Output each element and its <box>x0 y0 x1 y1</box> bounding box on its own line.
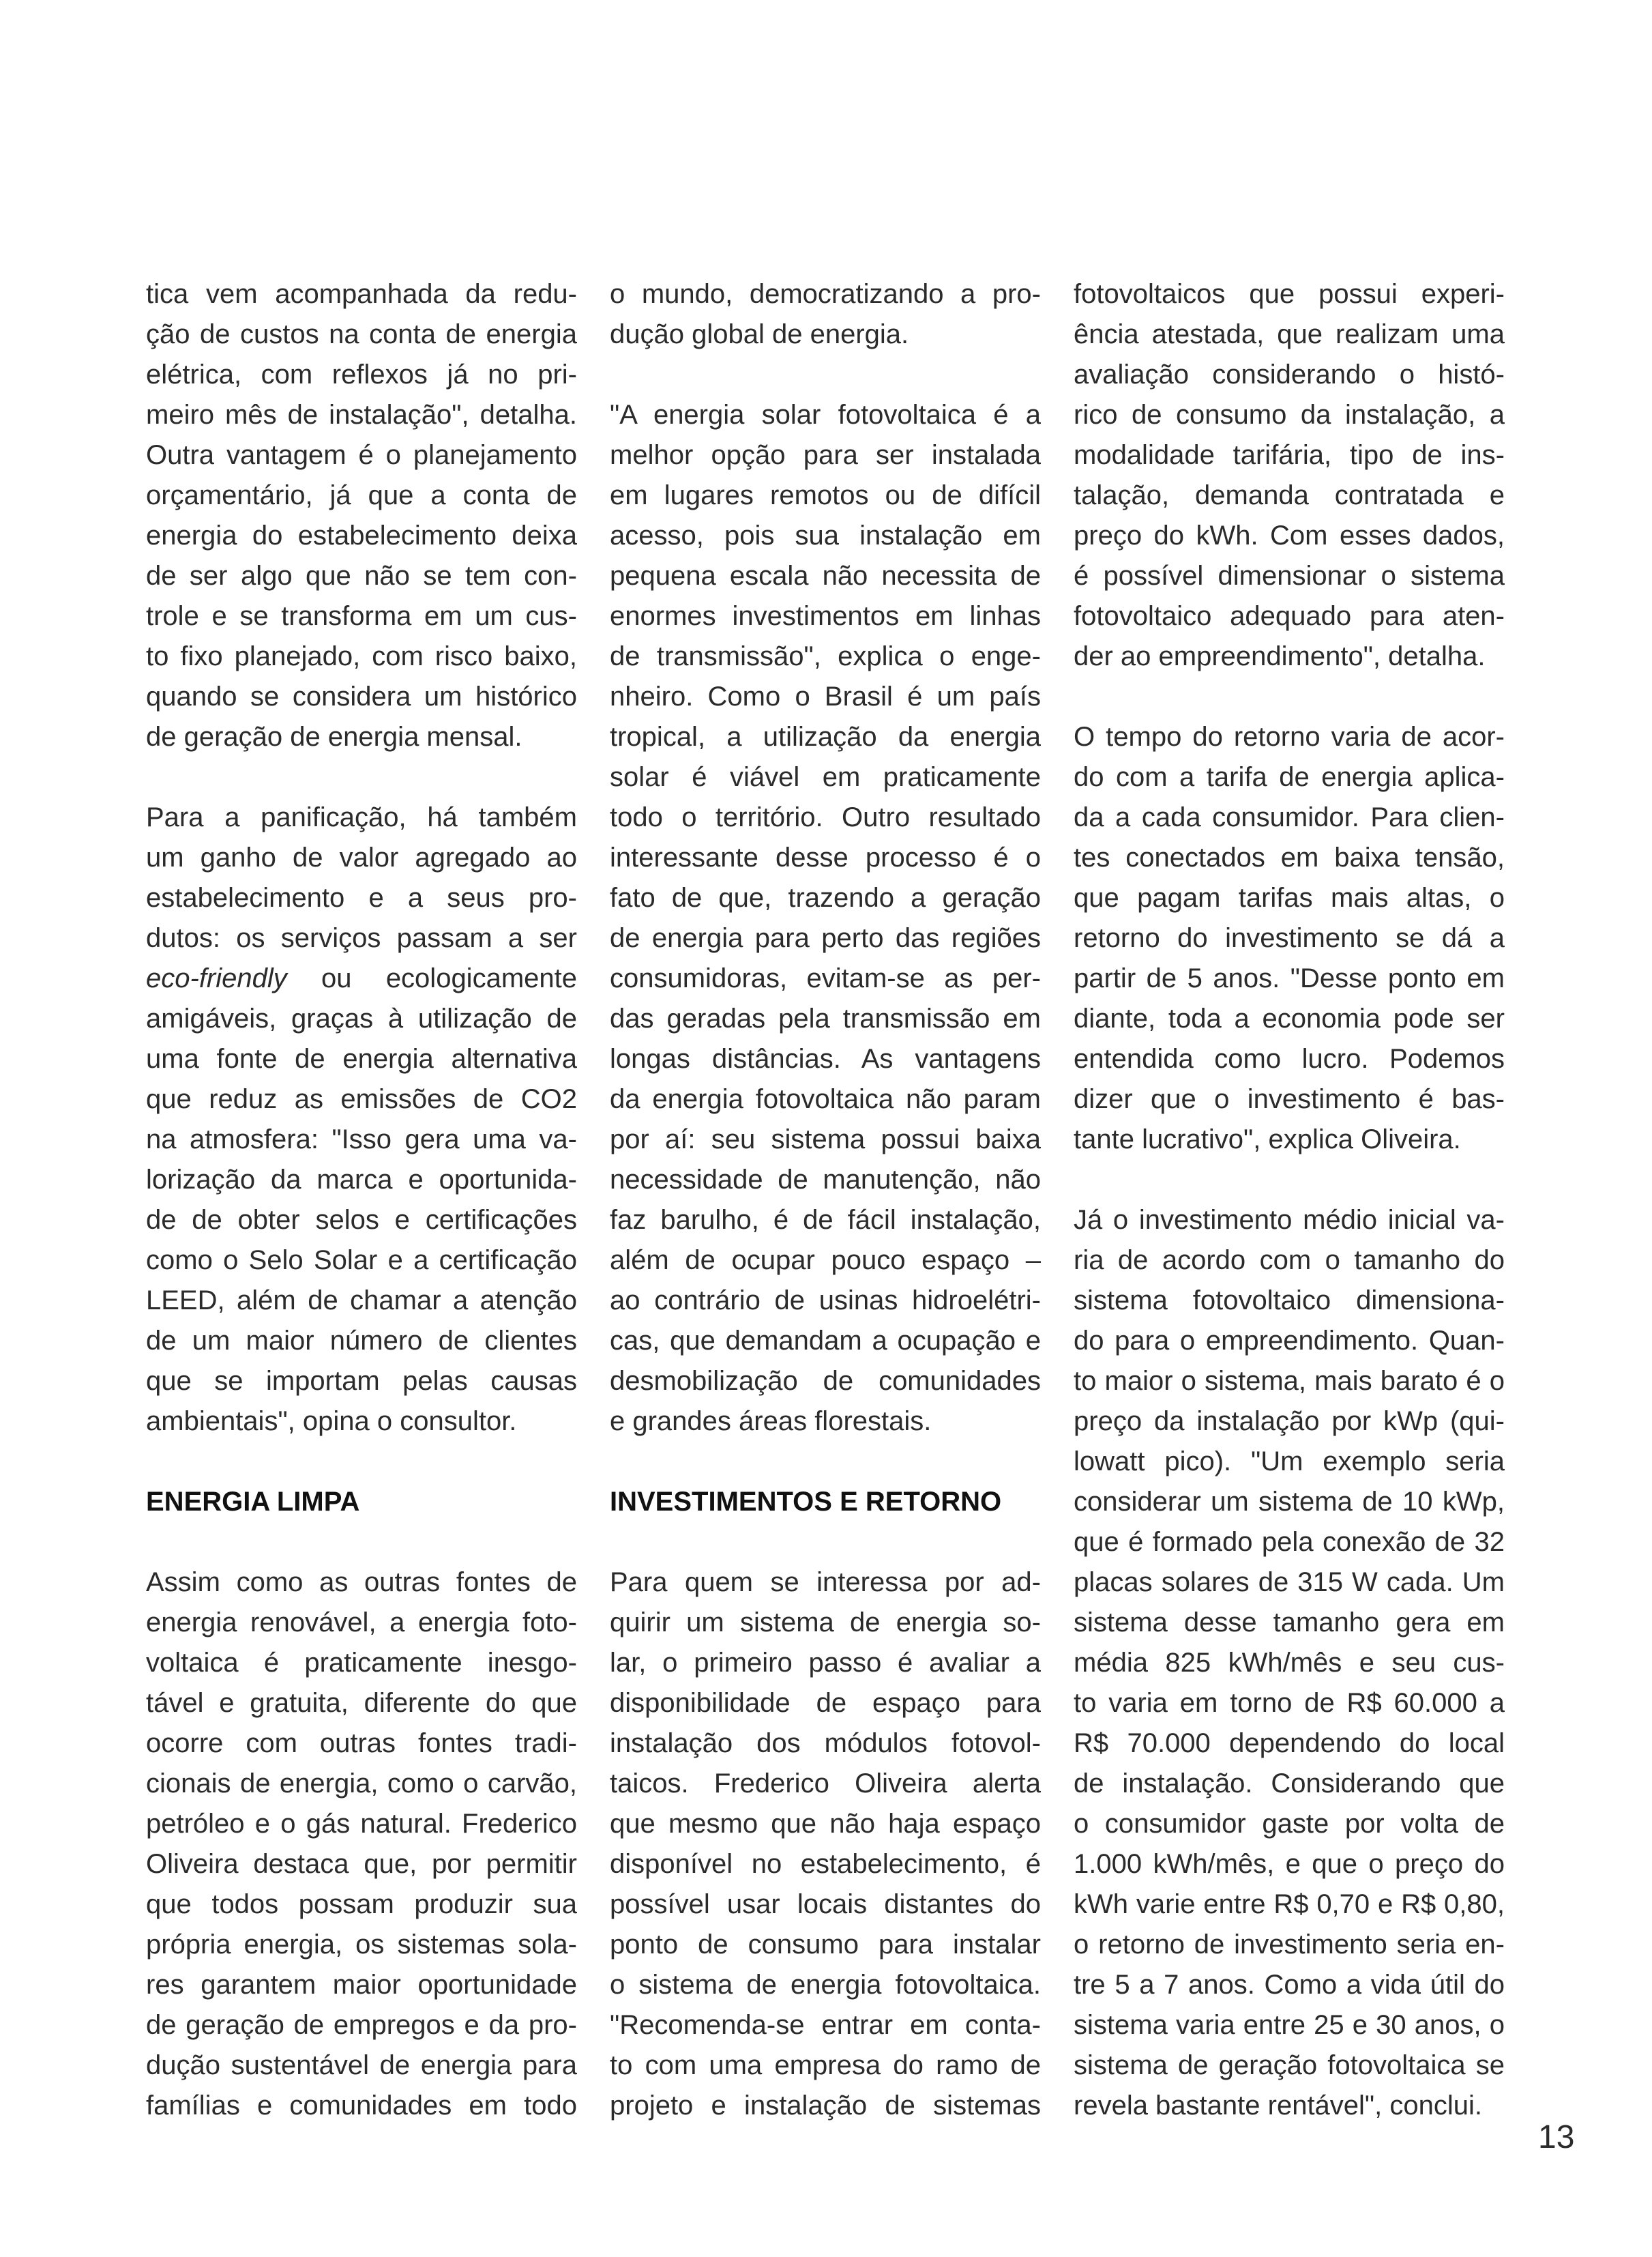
text-line: rico de consumo da instalação, a <box>1074 400 1505 430</box>
text-line: 1.000 kWh/mês, e que o preço do <box>1074 1849 1505 1879</box>
text-line: todo o território. Outro resultado <box>610 802 1041 832</box>
text-line: projeto e instalação de sistemas <box>610 2091 1041 2121</box>
text-line: é possível dimensionar o sistema <box>1074 561 1505 591</box>
text-line: tável e gratuita, diferente do que <box>146 1688 577 1718</box>
paragraph-spacer <box>1074 1160 1505 1200</box>
text-line: to fixo planejado, com risco baixo, <box>146 641 577 671</box>
text-line: Oliveira destaca que, por permitir <box>146 1849 577 1879</box>
text-line: O tempo do retorno varia de acor- <box>1074 722 1505 752</box>
text-line: possível usar locais distantes do <box>610 1889 1041 1919</box>
page-number: 13 <box>1538 2119 1575 2155</box>
text-line: de instalação. Considerando que <box>1074 1768 1505 1799</box>
text-line: sistema desse tamanho gera em <box>1074 1607 1505 1637</box>
text-line: tica vem acompanhada da redu- <box>146 279 577 309</box>
text-line: ria de acordo com o tamanho do <box>1074 1245 1505 1275</box>
text-line: energia renovável, a energia foto- <box>146 1607 577 1637</box>
text-line: ponto de consumo para instalar <box>610 1930 1041 1960</box>
text-line: que é formado pela conexão de 32 <box>1074 1527 1505 1557</box>
text-line: de ser algo que não se tem con- <box>146 561 577 591</box>
text-line: que todos possam produzir sua <box>146 1889 577 1919</box>
text-line: sistema varia entre 25 e 30 anos, o <box>1074 2010 1505 2040</box>
text-line: longas distâncias. As vantagens <box>610 1044 1041 1074</box>
text-line: por aí: seu sistema possui baixa <box>610 1124 1041 1154</box>
text-line: ambientais", opina o consultor. <box>146 1406 517 1436</box>
text-line: de geração de empregos e da pro- <box>146 2010 577 2040</box>
text-line: to varia em torno de R$ 60.000 a <box>1074 1688 1505 1718</box>
text-line: meiro mês de instalação", detalha. <box>146 400 577 430</box>
text-line: necessidade de manutenção, não <box>610 1165 1041 1195</box>
text-line: além de ocupar pouco espaço – <box>610 1245 1041 1275</box>
text-line: Para a panificação, há também <box>146 802 577 832</box>
text-line: retorno do investimento se dá a <box>1074 923 1505 953</box>
text-line: Já o investimento médio inicial va- <box>1074 1205 1505 1235</box>
text-line: pequena escala não necessita de <box>610 561 1041 591</box>
text-line: dução global de energia. <box>610 319 909 349</box>
text-line: solar é viável em praticamente <box>610 762 1041 792</box>
text-line: como o Selo Solar e a certificação <box>146 1245 577 1275</box>
text-line: "Recomenda-se entrar em conta- <box>610 2010 1041 2040</box>
text-line: estabelecimento e a seus pro- <box>146 883 577 913</box>
paragraph-spacer <box>610 1522 1041 1562</box>
text-column-2 <box>610 274 1041 2126</box>
text-line: de de obter selos e certificações <box>146 1205 577 1235</box>
text-line: avaliação considerando o histó- <box>1074 360 1505 390</box>
text-line: elétrica, com reflexos já no pri- <box>146 360 577 390</box>
section-heading: ENERGIA LIMPA <box>146 1487 360 1517</box>
text-line: considerar um sistema de 10 kWp, <box>1074 1487 1505 1517</box>
text-line: que reduz as emissões de CO2 <box>146 1084 577 1114</box>
text-line: dizer que o investimento é bas- <box>1074 1084 1505 1114</box>
text-line: lorização da marca e oportunida- <box>146 1165 577 1195</box>
text-line: dução sustentável de energia para <box>146 2050 577 2080</box>
text-line: na atmosfera: "Isso gera uma va- <box>146 1124 577 1154</box>
text-line: em lugares remotos ou de difícil <box>610 480 1041 510</box>
italic-term: eco-friendly <box>146 963 287 993</box>
text-line: o consumidor gaste por volta de <box>1074 1809 1505 1839</box>
text-line: que se importam pelas causas <box>146 1366 577 1396</box>
text-line: fato de que, trazendo a geração <box>610 883 1041 913</box>
text-line: de transmissão", explica o enge- <box>610 641 1041 671</box>
text-line: interessante desse processo é o <box>610 843 1041 873</box>
text-line: o retorno de investimento seria en- <box>1074 1930 1505 1960</box>
text-line: taicos. Frederico Oliveira alerta <box>610 1768 1041 1799</box>
text-line: fotovoltaicos que possui experi- <box>1074 279 1505 309</box>
text-line: trole e se transforma em um cus- <box>146 601 577 631</box>
text-line: dutos: os serviços passam a ser <box>146 923 577 953</box>
text-line: tes conectados em baixa tensão, <box>1074 843 1505 873</box>
paragraph-spacer <box>610 355 1041 395</box>
text-line: própria energia, os sistemas sola- <box>146 1930 577 1960</box>
text-line: entendida como lucro. Podemos <box>1074 1044 1505 1074</box>
text-line: quando se considera um histórico <box>146 682 577 712</box>
text-line: Outra vantagem é o planejamento <box>146 440 577 470</box>
text-line: LEED, além de chamar a atenção <box>146 1285 577 1315</box>
text-line: de energia para perto das regiões <box>610 923 1041 953</box>
text-line: tante lucrativo", explica Oliveira. <box>1074 1124 1461 1154</box>
text-line: eco-friendly ou ecologicamente <box>146 963 577 993</box>
text-line: disponibilidade de espaço para <box>610 1688 1041 1718</box>
text-line: to maior o sistema, mais barato é o <box>1074 1366 1505 1396</box>
text-line: das geradas pela transmissão em <box>610 1004 1041 1034</box>
text-line: do com a tarifa de energia aplica- <box>1074 762 1505 792</box>
text-line: de geração de energia mensal. <box>146 722 522 752</box>
text-line: Assim como as outras fontes de <box>146 1567 577 1597</box>
text-line: ao contrário de usinas hidroelétri- <box>610 1285 1041 1315</box>
text-line: de um maior número de clientes <box>146 1326 577 1356</box>
text-line: kWh varie entre R$ 0,70 e R$ 0,80, <box>1074 1889 1505 1919</box>
paragraph-spacer <box>610 1442 1041 1482</box>
text-line: faz barulho, é de fácil instalação, <box>610 1205 1041 1235</box>
text-line: talação, demanda contratada e <box>1074 480 1505 510</box>
text-line: consumidoras, evitam-se as per- <box>610 963 1041 993</box>
text-line: Para quem se interessa por ad- <box>610 1567 1041 1597</box>
text-line: placas solares de 315 W cada. Um <box>1074 1567 1505 1597</box>
paragraph-spacer <box>146 757 577 798</box>
text-line: disponível no estabelecimento, é <box>610 1849 1041 1879</box>
text-line: cionais de energia, como o carvão, <box>146 1768 577 1799</box>
paragraph-spacer <box>146 1442 577 1482</box>
text-line: revela bastante rentável", conclui. <box>1074 2091 1482 2121</box>
text-line: enormes investimentos em linhas <box>610 601 1041 631</box>
text-line: tre 5 a 7 anos. Como a vida útil do <box>1074 1970 1505 2000</box>
text-line: melhor opção para ser instalada <box>610 440 1041 470</box>
text-line: lowatt pico). "Um exemplo seria <box>1074 1446 1505 1476</box>
text-line: famílias e comunidades em todo <box>146 2091 577 2121</box>
text-column-1 <box>146 274 577 2126</box>
text-line: modalidade tarifária, tipo de ins- <box>1074 440 1505 470</box>
text-column-3 <box>1074 274 1505 2126</box>
text-line: sistema fotovoltaico dimensiona- <box>1074 1285 1505 1315</box>
text-line: nheiro. Como o Brasil é um país <box>610 682 1041 712</box>
text-line: amigáveis, graças à utilização de <box>146 1004 577 1034</box>
text-line: der ao empreendimento", detalha. <box>1074 641 1486 671</box>
text-line: res garantem maior oportunidade <box>146 1970 577 2000</box>
text-line: média 825 kWh/mês e seu cus- <box>1074 1648 1505 1678</box>
text-line: o sistema de energia fotovoltaica. <box>610 1970 1041 2000</box>
paragraph-spacer <box>146 1522 577 1562</box>
text-line: preço da instalação por kWp (qui- <box>1074 1406 1505 1436</box>
text-line: do para o empreendimento. Quan- <box>1074 1326 1505 1356</box>
text-line: tropical, a utilização da energia <box>610 722 1041 752</box>
text-line: R$ 70.000 dependendo do local <box>1074 1728 1505 1758</box>
text-line: ocorre com outras fontes tradi- <box>146 1728 577 1758</box>
text-line: ção de custos na conta de energia <box>146 319 577 349</box>
text-line: acesso, pois sua instalação em <box>610 521 1041 551</box>
text-line: que mesmo que não haja espaço <box>610 1809 1041 1839</box>
text-line: o mundo, democratizando a pro- <box>610 279 1041 309</box>
text-line: um ganho de valor agregado ao <box>146 843 577 873</box>
text-line: "A energia solar fotovoltaica é a <box>610 400 1041 430</box>
text-line: voltaica é praticamente inesgo- <box>146 1648 577 1678</box>
text-line: preço do kWh. Com esses dados, <box>1074 521 1505 551</box>
text-line: desmobilização de comunidades <box>610 1366 1041 1396</box>
text-line: petróleo e o gás natural. Frederico <box>146 1809 577 1839</box>
text-line: que pagam tarifas mais altas, o <box>1074 883 1505 913</box>
text-line: quirir um sistema de energia so- <box>610 1607 1041 1637</box>
text-line: to com uma empresa do ramo de <box>610 2050 1041 2080</box>
text-line: diante, toda a economia pode ser <box>1074 1004 1505 1034</box>
text-line: instalação dos módulos fotovol- <box>610 1728 1041 1758</box>
text-line: energia do estabelecimento deixa <box>146 521 577 551</box>
text-line: ência atestada, que realizam uma <box>1074 319 1505 349</box>
section-heading: INVESTIMENTOS E RETORNO <box>610 1487 1002 1517</box>
text-line: partir de 5 anos. "Desse ponto em <box>1074 963 1505 993</box>
text-line: sistema de geração fotovoltaica se <box>1074 2050 1505 2080</box>
text-line: lar, o primeiro passo é avaliar a <box>610 1648 1041 1678</box>
text-line: fotovoltaico adequado para aten- <box>1074 601 1505 631</box>
text-line: da a cada consumidor. Para clien- <box>1074 802 1505 832</box>
text-line: cas, que demandam a ocupação e <box>610 1326 1041 1356</box>
text-line: e grandes áreas florestais. <box>610 1406 932 1436</box>
text-line: orçamentário, já que a conta de <box>146 480 577 510</box>
text-line: da energia fotovoltaica não param <box>610 1084 1041 1114</box>
paragraph-spacer <box>1074 677 1505 717</box>
text-line: uma fonte de energia alternativa <box>146 1044 577 1074</box>
